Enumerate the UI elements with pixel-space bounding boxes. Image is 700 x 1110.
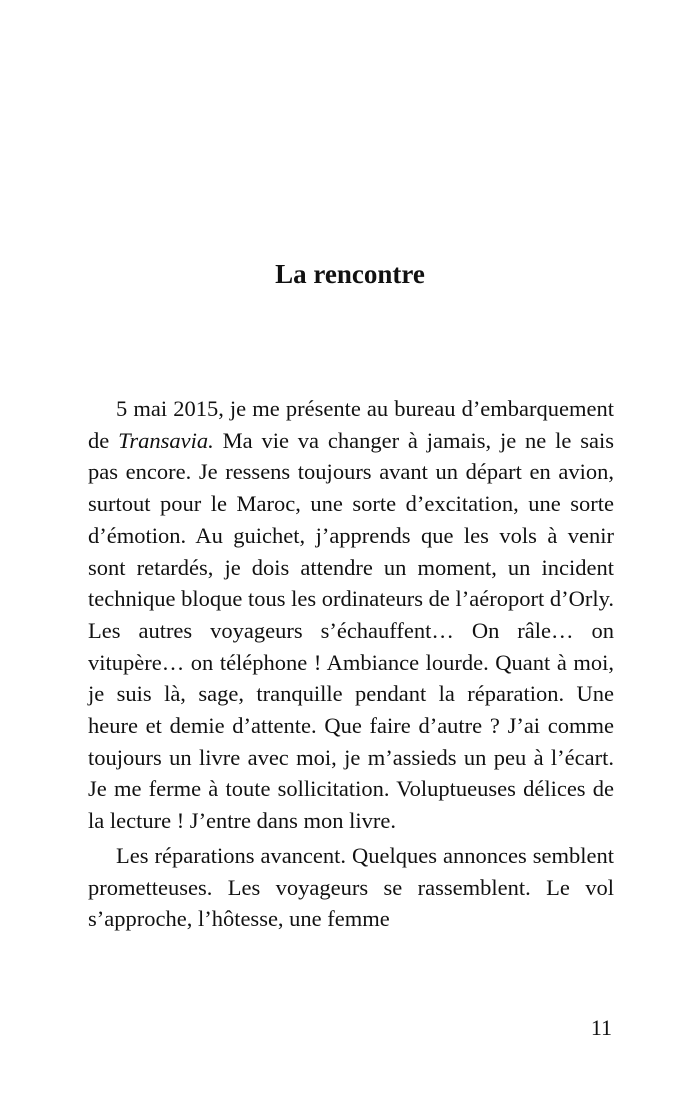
paragraph [88,840,614,935]
paragraph-text: Les réparations avancent. Quelques annonces semblent prometteuses. Les voyageurs se rassemblent. Le vol s’approche, l’hôtesse, une femme [88,842,614,932]
chapter-body [88,393,614,935]
page-number: 11 [590,1015,612,1040]
paragraph [88,393,614,837]
chapter-title: La rencontre [275,259,425,289]
paragraph-text: 5 mai 2015, je me présente au bureau d’embarquement de [88,396,614,453]
paragraph-text: Ma vie va changer à jamais, je ne le sais pas encore. Je ressens toujours avant un départ en avion, surtout pour le Maroc, une sorte d’excitation, une sorte d’émotion. Au guichet, j’apprends que les vols à venir sont retardés, je dois attendre un moment, un incident technique bloque tous les ordinateurs de l’aéroport d’Orly. Les autres voyageurs s’échauffent… On râle… on vitupère… on téléphone ! Ambiance lourde. Quant à moi, je suis là, sage, tranquille pendant la réparation. Une heure et demie d’attente. Que faire d’autre ? J’ai comme toujours un livre avec moi, je m’assieds un peu à l’écart. Je me ferme à toute sollicitation. Voluptueuses délices de la lecture ! J’entre dans mon livre. [88,427,614,834]
airline-name: Transavia. [118,427,214,453]
